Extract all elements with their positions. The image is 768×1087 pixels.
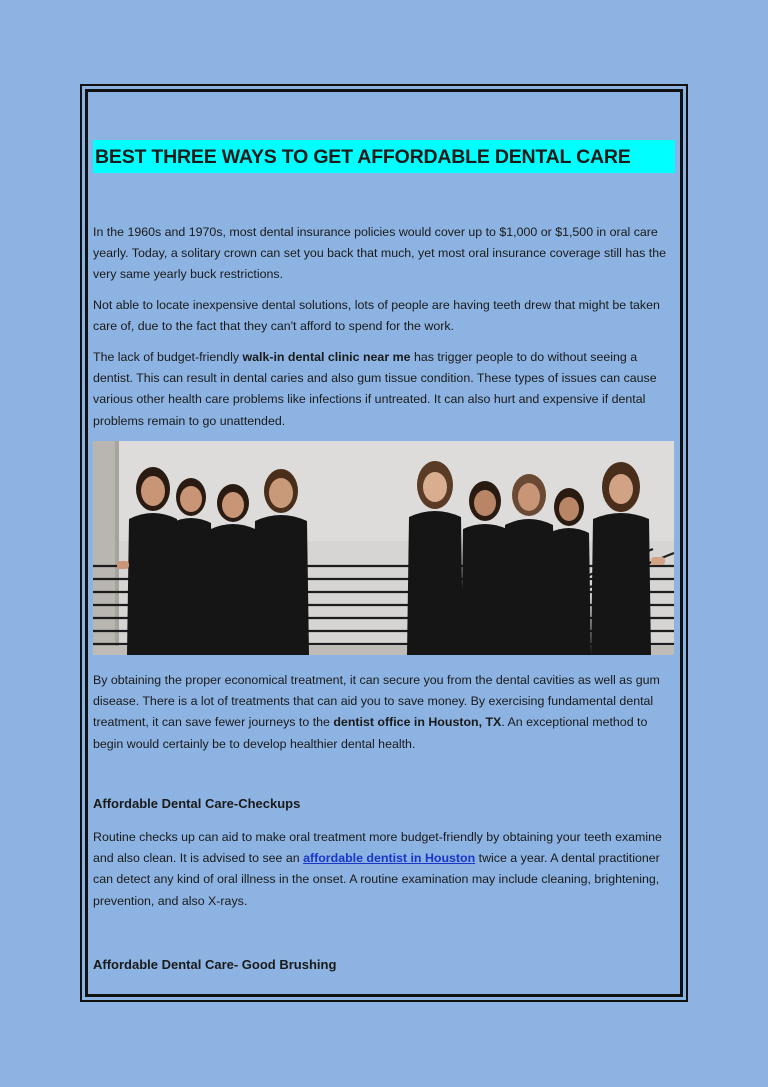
heading-brushing: Affordable Dental Care- Good Brushing — [93, 957, 337, 972]
document-title: BEST THREE WAYS TO GET AFFORDABLE DENTAL CARE — [93, 140, 675, 173]
text-run: The lack of budget-friendly — [93, 350, 243, 364]
bold-keyword: dentist office in Houston, TX — [333, 715, 502, 730]
group-photo-icon — [93, 441, 674, 655]
dental-team-photo — [93, 441, 674, 655]
text-run: twice a year. A dental practitioner can detect any kind of oral illness in the onset. A routine examination may include cleaning, brightening, prevention, and also X-rays. — [93, 851, 660, 908]
paragraph-economical-treatment — [93, 670, 675, 755]
text-run: Routine checks up can aid to make oral treatment more budget-friendly by obtaining your teeth examine and also clean. It is advised to see an — [93, 830, 662, 866]
document-body — [93, 140, 675, 972]
text-run: . An exceptional method to begin would certainly be to develop healthier dental health. — [93, 715, 648, 751]
bold-keyword: walk-in dental clinic near me — [242, 350, 411, 364]
affordable-dentist-link[interactable]: affordable dentist in Houston — [303, 851, 476, 866]
paragraph-intro: In the 1960s and 1970s, most dental insurance policies would cover up to $1,000 or $1,500 in oral care yearly. Today, a solitary crown can set you back that much, yet most oral insurance coverage still has the very same yearly buck restrictions. — [93, 225, 666, 282]
paragraph-walk-in — [93, 347, 675, 432]
text-run: has trigger people to do without seeing a dentist. This can result in dental caries and also gum tissue condition. These types of issues can cause various other health care problems like infections if untreated. It can also hurt and expensive if dental problems remain to go unattended. — [93, 350, 657, 428]
paragraph-extraction: Not able to locate inexpensive dental solutions, lots of people are having teeth drew that might be taken care of, due to the fact that they can't afford to spend for the work. — [93, 298, 660, 334]
paragraph-checkups — [93, 827, 675, 912]
heading-checkups: Affordable Dental Care-Checkups — [93, 796, 301, 811]
text-run: By obtaining the proper economical treatment, it can secure you from the dental cavities as well as gum disease. There is a lot of treatments that can aid you to save money. By exercising fundamental dental treatment, it can save fewer journeys to the — [93, 673, 660, 730]
